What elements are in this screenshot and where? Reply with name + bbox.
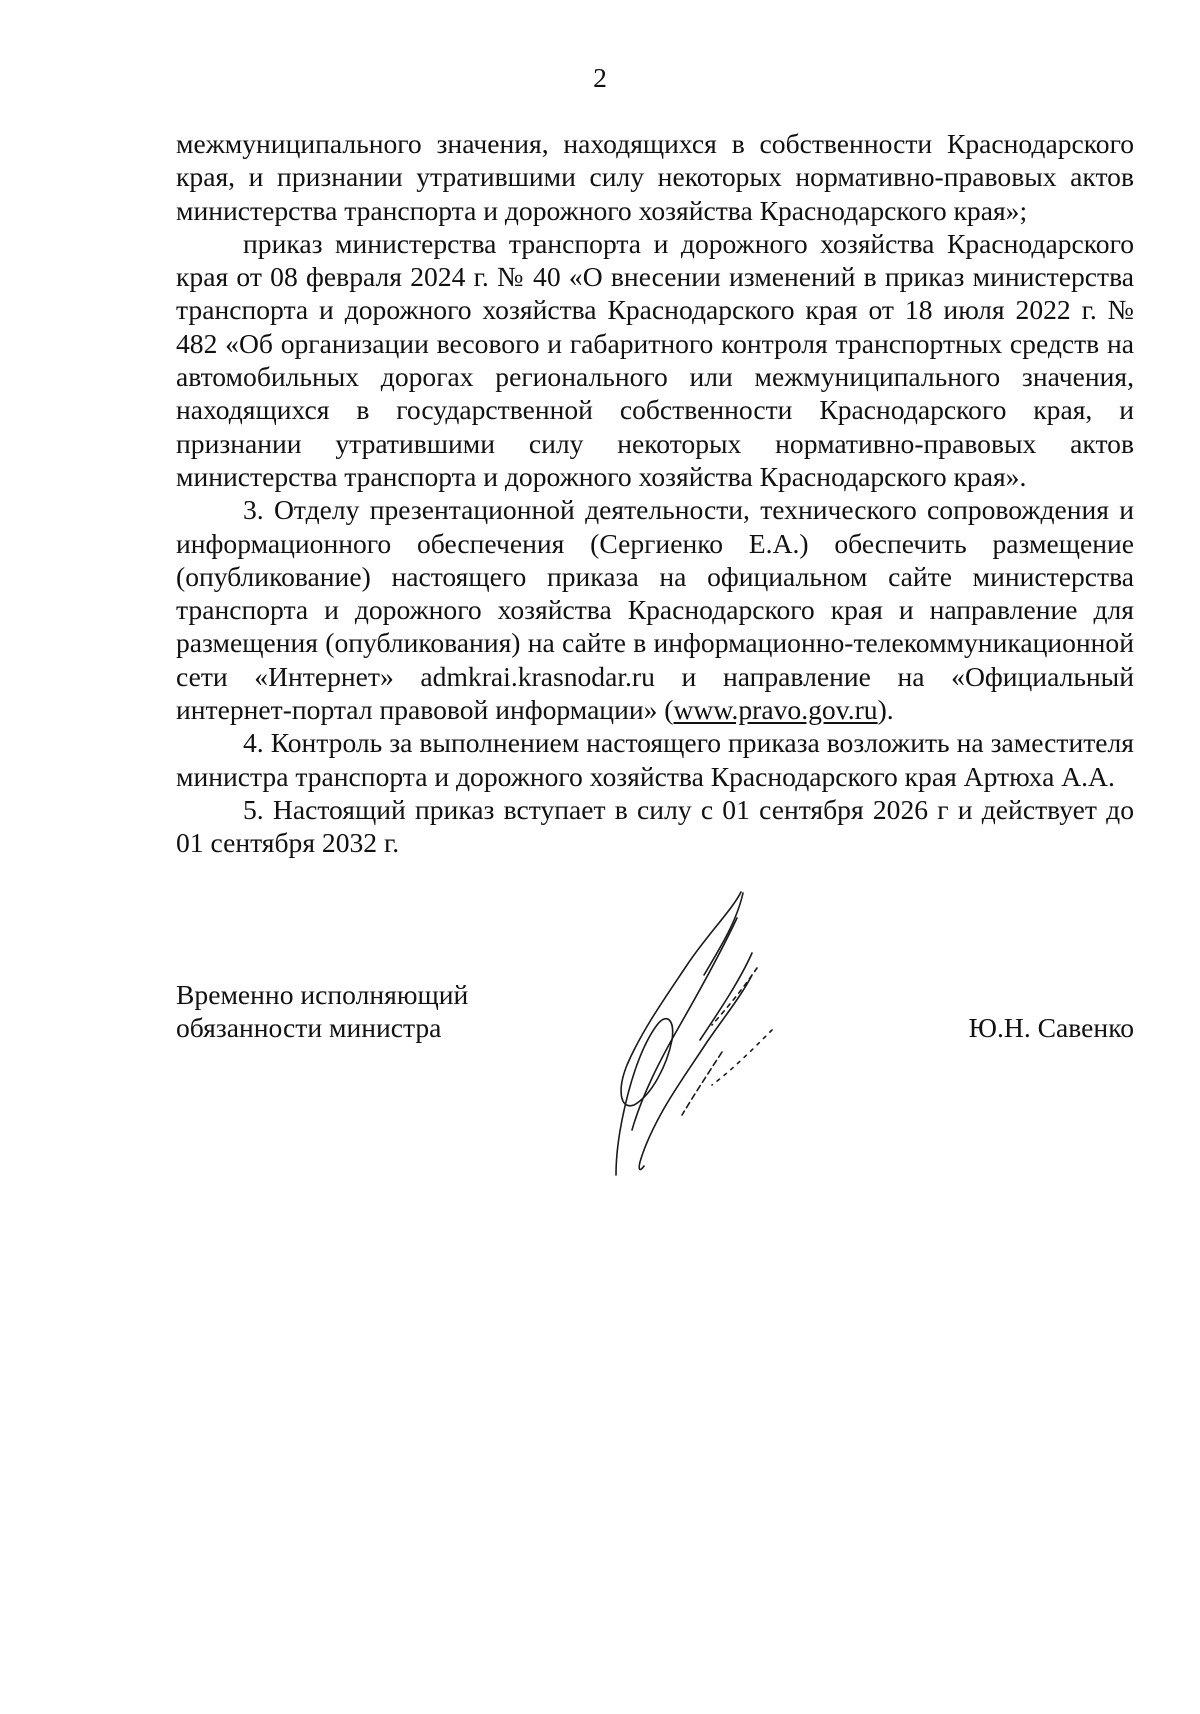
paragraph-item-3-text: 3. Отделу презентационной деятельности, технического сопровождения и информационного обеспечения (Сергиенко Е.А.) обеспечить размещение (опубликование) настоящего приказа на официальном сайте министерства транспорта и дорожного хозяйства Краснодарского края и направление для размещения (опубликования) на сайте в информационно-телекоммуникационной сети «Интернет» admkrai.krasnodar.ru и направление на «Официальный интернет-портал правовой информации» (	[176, 494, 1134, 726]
paragraph-item-4: 4. Контроль за выполнением настоящего приказа возложить на заместителя министра транспорта и дорожного хозяйства Краснодарского края Артюха А.А.	[176, 727, 1134, 792]
handwritten-signature	[612, 890, 812, 1180]
paragraph-order-reference: приказ министерства транспорта и дорожного хозяйства Краснодарского края от 08 февраля 2024 г. № 40 «О внесении изменений в приказ министерства транспорта и дорожного хозяйства Краснодарского края от 18 июля 2022 г. № 482 «Об организации весового и габаритного контроля транспортных средств на автомобильных дорогах регионального или межмуниципального значения, находящихся в государственной собственности Краснодарского края, и признании утратившими силу некоторых нормативно-правовых актов министерства транспорта и дорожного хозяйства Краснодарского края».	[176, 227, 1134, 492]
paragraph-item-3-tail: ).	[877, 694, 894, 726]
page-number: 2	[593, 62, 607, 93]
signer-title-line-1: Временно исполняющий	[176, 979, 469, 1010]
signer-name: Ю.Н. Савенко	[968, 1012, 1134, 1043]
pravo-gov-link[interactable]: www.pravo.gov.ru	[673, 694, 878, 726]
signer-title-line-2: обязанности министра	[176, 1012, 442, 1044]
paragraph-continuation: межмуниципального значения, находящихся в собственности Краснодарского края, и признании утратившими силу некоторых нормативно-правовых актов министерства транспорта и дорожного хозяйства Краснодарского края»;	[176, 128, 1134, 226]
paragraph-item-5: 5. Настоящий приказ вступает в силу с 01 сентября 2026 г и действует до 01 сентября 2032 г.	[176, 793, 1134, 859]
document-body	[176, 127, 1134, 860]
paragraph-item-3	[176, 493, 1134, 726]
signer-title	[176, 978, 516, 1045]
